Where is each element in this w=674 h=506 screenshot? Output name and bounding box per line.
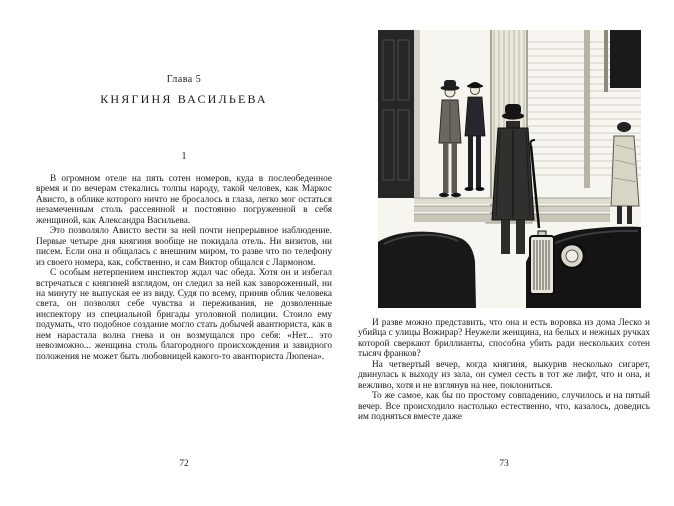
paragraph: В огромном отеле на пять сотен номеров, куда в послеобеденное время и по вечерам стекались толпы народу, такой человек, как Маркос Ависто, в облике которого ничто не бросалось в глаза, легко мог остаться незамеченным столь рассеянной и постоянно погруженной в себя женщиной, как Александра Васильева. xyxy=(36,174,332,226)
paragraph: Это позволяло Ависто вести за ней почти непрерывное наблюдение. Первые четыре дня княгиня вообще не покидала отель. Ни визитов, ни писем. Если она и общалась с внешним миром, то разве что по телефону из своего номера, как, собственно, и сам Виктор общался с Лармоном. xyxy=(36,226,332,268)
paragraph: С особым нетерпением инспектор ждал час обеда. Хотя он и избегал встречаться с княгиней взглядом, он следил за ней как завороженный, ни на минуту не выпуская ее из виду. Судя по всему, приняв облик человека света, он позволял себе чувства и переживания, не дозволенные инспектору из специальной бригады уголовной полиции. Стоило ему подумать, что подобное создание могло стать добычей авантюриста, как в нем нарастала волна гнева и он возмущался про себя: «Нет... это невозможно... женщина столь благородного происхождения и завидного положения не может быть любовницей какого-то авантюриста Люпена». xyxy=(36,268,332,362)
paragraph: И разве можно представить, что она и есть воровка из дома Леско и убийца с улицы Вожирар? Неужели женщина, на белых и нежных ручках которой сверкают бриллианты, способна убить ради нескольких сотен тысяч франков? xyxy=(358,318,650,360)
second-car xyxy=(378,232,476,308)
section-number: 1 xyxy=(181,151,187,162)
vintage-car xyxy=(526,227,641,308)
page-number-right: 73 xyxy=(499,459,509,469)
chapter-title: КНЯГИНЯ ВАСИЛЬЕВА xyxy=(100,92,268,106)
paragraph: То же самое, как бы по простому совпадению, случилось и на пятый вечер. Все происходило настолько естественно, что, казалось, доведись им подняться вместе даже xyxy=(358,391,650,423)
paragraph: На четвертый вечер, когда княгиня, выкурив несколько сигарет, двинулась к выходу из зала, он сумел сесть в тот же лифт, что и она, и вежливо, хотя и не взглянув на нее, поклониться. xyxy=(358,359,650,391)
illustration xyxy=(378,30,641,308)
left-page-body xyxy=(36,174,332,362)
right-page xyxy=(358,30,650,423)
right-page-body xyxy=(358,318,650,423)
chapter-label: Глава 5 xyxy=(166,74,202,85)
left-page xyxy=(36,74,332,362)
page-number-left: 72 xyxy=(179,459,189,469)
hotel-scene-illustration xyxy=(378,30,641,308)
